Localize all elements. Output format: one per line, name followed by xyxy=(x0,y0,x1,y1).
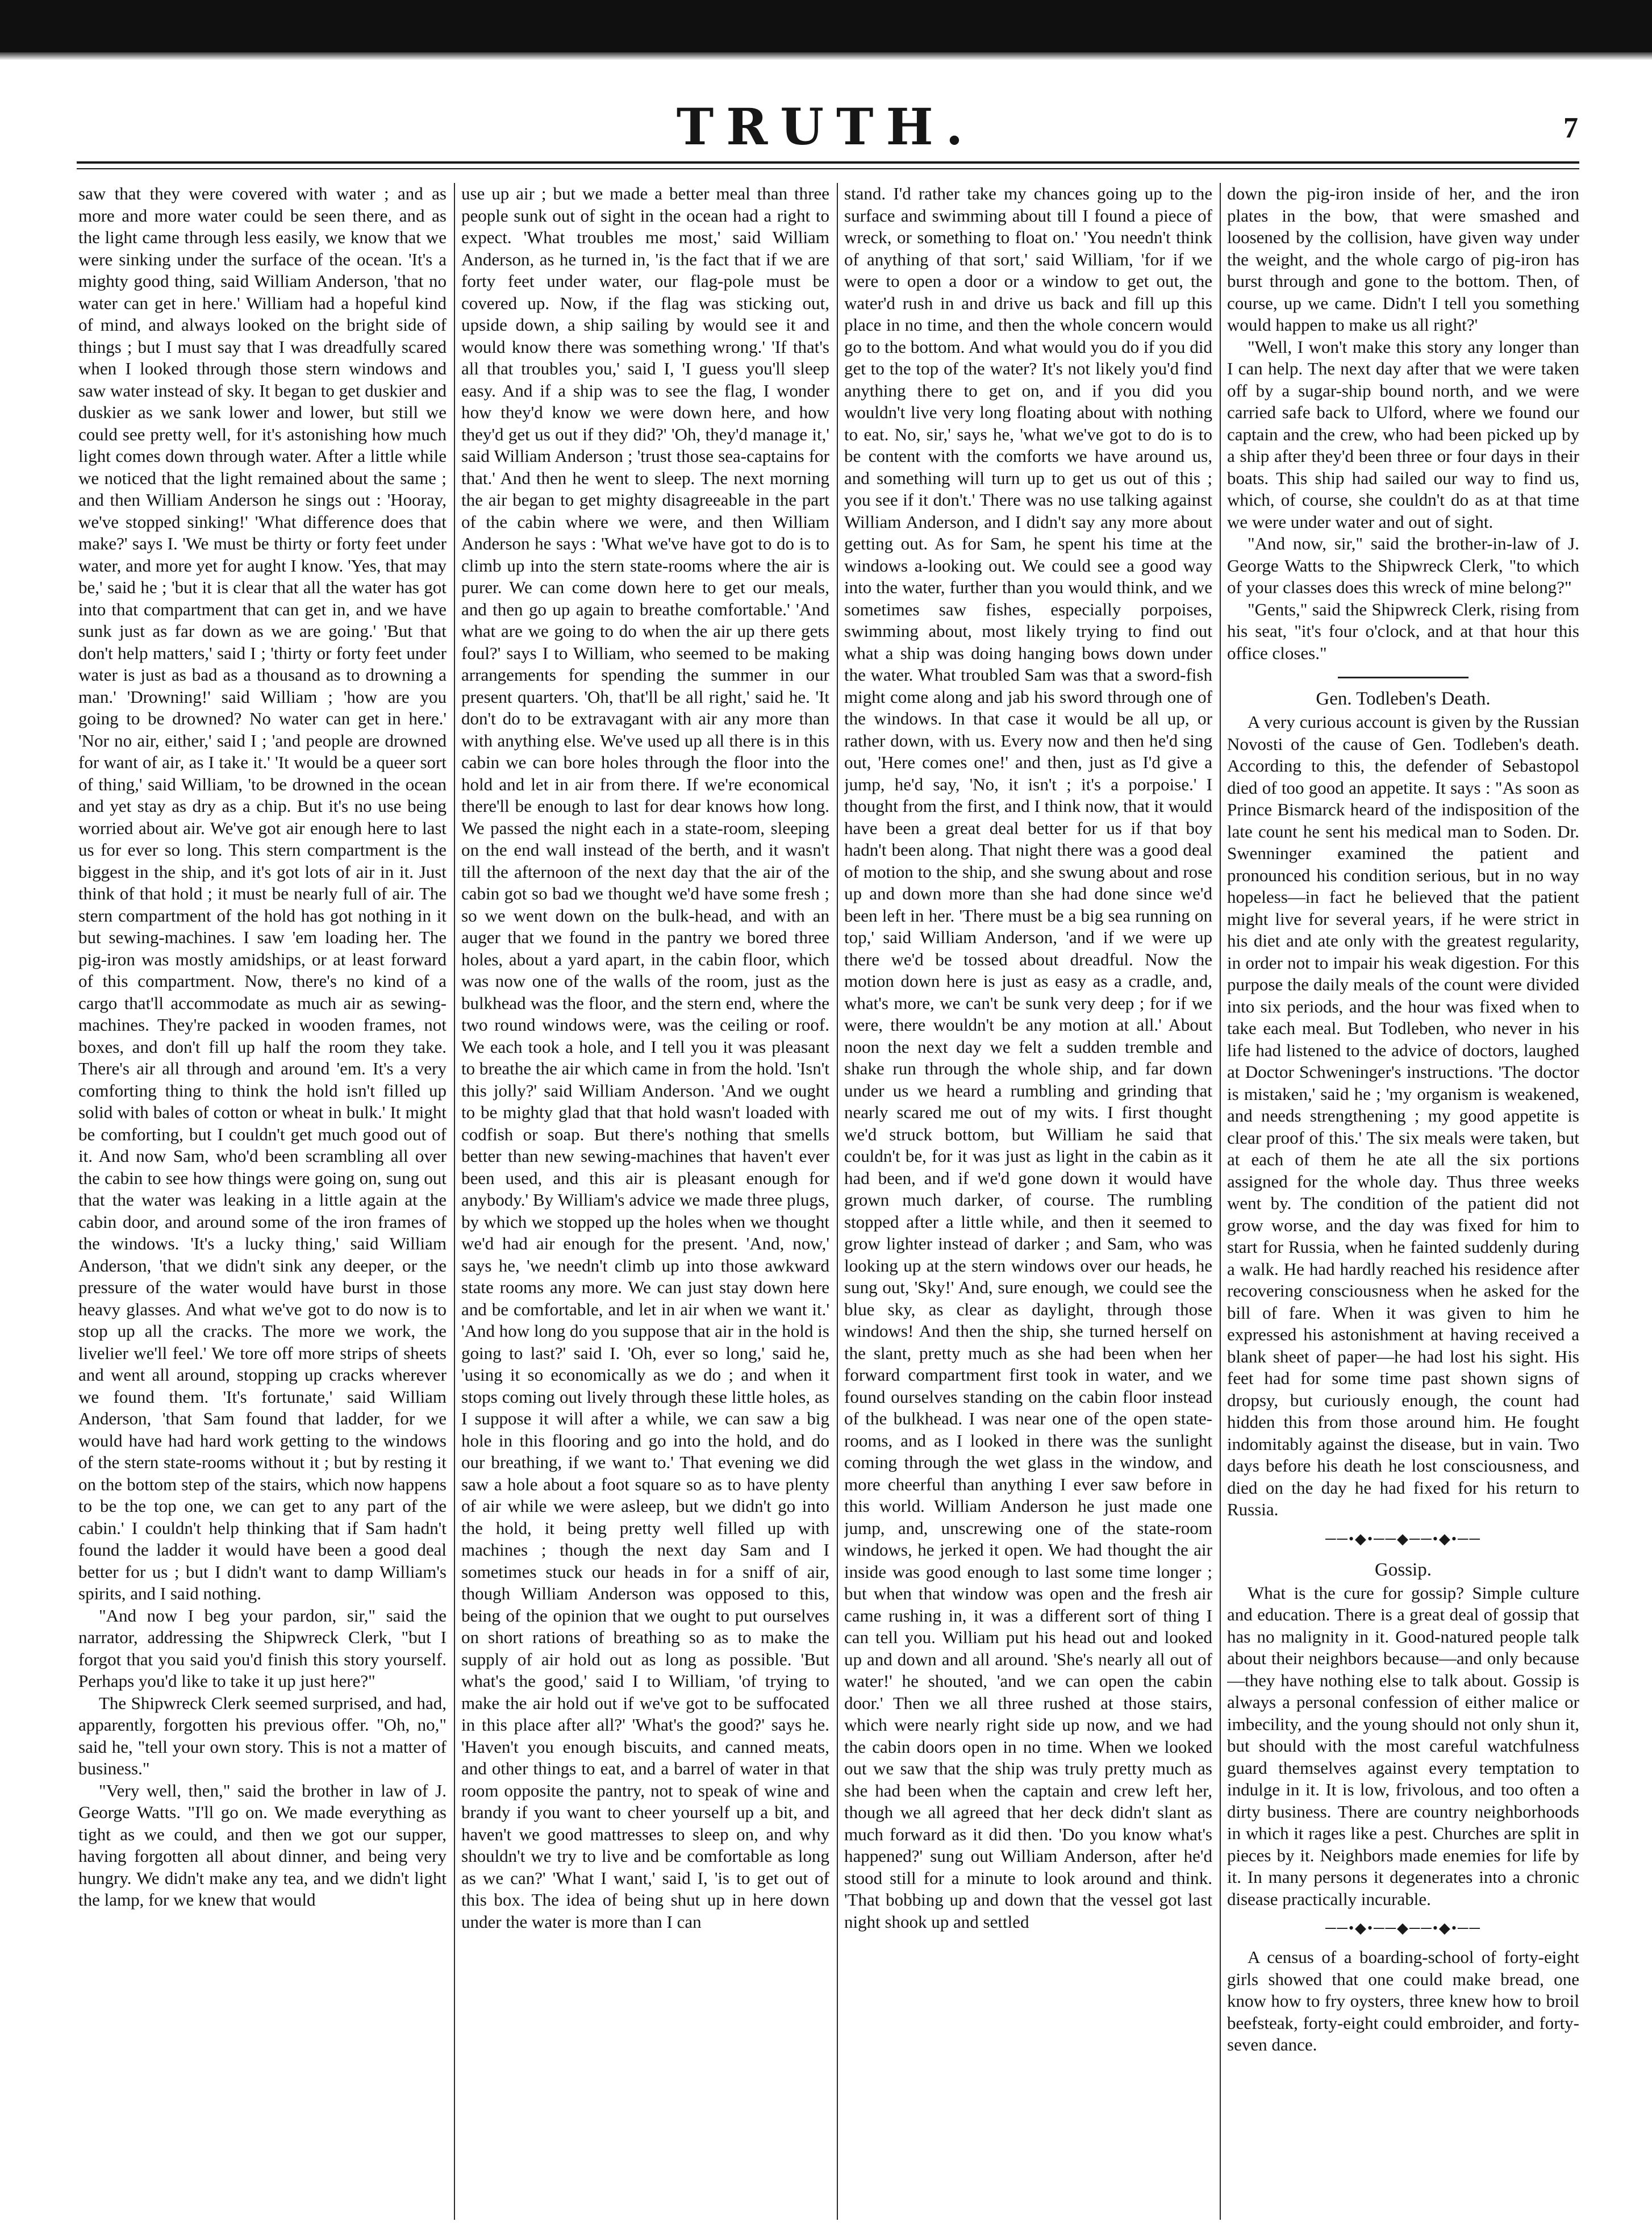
story-paragraph: "And now, sir," said the brother-in-law of J. George Watts to the Shipwreck Clerk, "to which of your classes does this wreck of mine belong?" xyxy=(1227,534,1579,597)
story-paragraph: use up air ; but we made a better meal than three people sunk out of sight in the ocean had a right to expect. 'What troubles me most,' said William Anderson, as he turned in, 'is the fact that if we are forty feet under water, our flag-pole must be covered up. Now, if the flag was sticking out, upside down, a ship sailing by would see it and would know there was something wrong.' 'If that's all that troubles you,' said I, 'I guess you'll sleep easy. And if a ship was to see the flag, I wonder how they'd know we were down here, and how they'd get us out if they did?' 'Oh, they'd manage it,' said William Anderson ; 'trust those sea-captains for that.' And then he went to sleep. The next morning the air began to get mighty disagreeable in the part of the cabin where we were, and then William Anderson he says : 'What we've have got to do is to climb up into the stern state-rooms where the air is purer. We can come down here to get our meals, and then go up again to breathe comfortable.' 'And what are we going to do when the air up there gets foul?' says I to William, who seemed to be making arrangements for spending the summer in our present quarters. 'Oh, that'll be all right,' said he. 'It don't do to be extravagant with air any more than with anything else. We've used up all there is in this cabin we can bore holes through the floor into the hold and let in air from there. If we're economical there'll be enough to last for dear knows how long. We passed the night each in a state-room, sleeping on the end wall instead of the berth, and it wasn't till the afternoon of the next day that the air of the cabin got so bad we thought we'd have some fresh ; so we went down on the bulk-head, and with an auger that we found in the pantry we bored three holes, about a yard apart, in the cabin floor, which was now one of the walls of the room, just as the bulkhead was the floor, and the stern end, where the two round windows were, was the ceiling or roof. We each took a hole, and I tell you it was pleasant to breathe the air which came in from the hold. 'Isn't this jolly?' said William Anderson. 'And we ought to be mighty glad that that hold wasn't loaded with codfish or soap. But there's nothing that smells better than new sewing-machines that haven't ever been used, and this air is pleasant enough for anybody.' By William's advice we made three plugs, by which we stopped up the holes when we thought we'd had air enough for the present. 'And, now,' says he, 'we needn't climb up into those awkward state rooms any more. We can just stay down here and be comfortable, and let in air when we want it.' 'And how long do you suppose that air in the hold is going to last?' said I. 'Oh, ever so long,' said he, 'using it so economically as we do ; and when it stops coming out lively through these little holes, as I suppose it will after a while, we can saw a big hole in this flooring and go into the hold, and do our breathing, if we want to.' That evening we did saw a hole about a foot square so as to have plenty of air while we were asleep, but we didn't go into the hold, it being pretty well filled up with machines ; though the next day Sam and I sometimes stuck our heads in for a sniff of air, though William Anderson was opposed to this, being of the opinion that we ought to put ourselves on short rations of breathing so as to make the supply of air hold out as long as possible. 'But what's the good,' said I to William, 'of trying to make the air hold out if we've got to be suffocated in this place after all?' 'What's the good?' says he. 'Haven't you enough biscuits, and canned meats, and other things to eat, and a barrel of water in that room opposite the pantry, not to speak of wine and brandy if you want to cheer yourself up a bit, and haven't we good mattresses to sleep on, and why shouldn't we try to live and be comfortable as long as we can?' 'What I want,' said I, 'is to get out of this box. The idea of being shut up in here down under the water is more than I can xyxy=(461,184,829,1932)
column-3 xyxy=(844,183,1212,2220)
gossip-headline: Gossip. xyxy=(1375,1559,1432,1580)
story-paragraph: down the pig-iron inside of her, and the iron plates in the bow, that were smashed and loosened by the collision, have given way under the weight, and the whole cargo of pig-iron has burst through and gone to the bottom. Then, of course, up we came. Didn't I tell you something would happen to make us all right?' xyxy=(1227,184,1579,335)
story-paragraph: stand. I'd rather take my chances going up to the surface and swimming about till I found a piece of wreck, or something to float on.' 'You needn't think of anything of that sort,' said William, 'for if we were to open a door or a window to get out, the water'd rush in and drive us back and fill up this place in no time, and then the whole concern would go to the bottom. And what would you do if you did get to the top of the water? It's not likely you'd find anything there to get on, and if you did you wouldn't live very long floating about with nothing to eat. No, sir,' says he, 'what we've got to do is to be content with the comforts we have around us, and something will turn up to get us out of this ; you see if it don't.' There was no use talking against William Anderson, and I didn't say any more about getting out. As for Sam, he spent his time at the windows a-looking out. We could see a good way into the water, further than you would think, and we sometimes saw fishes, especially porpoises, swimming about, most likely trying to find out what a ship was doing hanging bows down under the water. What troubled Sam was that a sword-fish might come along and jab his sword through one of the windows. In that case it would be all up, or rather down, with us. Every now and then he'd sing out, 'Here comes one!' and then, just as I'd give a jump, he'd say, 'No, it isn't ; it's a porpoise.' I thought from the first, and I think now, that it would have been a great deal better for us if that boy hadn't been along. That night there was a good deal of motion to the ship, and she swung about and rose up and down more than she had done since we'd been left in her. 'There must be a big sea running on top,' said William Anderson, 'and if we were up there we'd be tossed about dreadful. Now the motion down here is just as easy as a cradle, and, what's more, we can't be sunk very deep ; for if we were, there wouldn't be any motion at all.' About noon the next day we felt a sudden tremble and shake run through the whole ship, and far down under us we heard a rumbling and grinding that nearly scared me out of my wits. I first thought we'd struck bottom, but William he said that couldn't be, for it was just as light in the cabin as it had been, and if we'd gone down it would have grown much darker, of course. The rumbling stopped after a little while, and then it seemed to grow lighter instead of darker ; and Sam, who was looking up at the stern windows over our heads, he sung out, 'Sky!' And, sure enough, we could see the blue sky, as clear as daylight, through those windows! And then the ship, she turned herself on the slant, pretty much as she had been when her forward compartment first took in water, and we found ourselves standing on the cabin floor instead of the bulkhead. I was near one of the open state-rooms, and as I looked in there was the sunlight coming through the wet glass in the window, and more cheerful than anything I ever saw before in this world. William Anderson he just made one jump, and, unscrewing one of the state-room windows, he jerked it open. We had thought the air inside was good enough to last some time longer ; but when that window was open and the fresh air came rushing in, it was a different sort of thing I can tell you. William put his head out and looked up and down and all around. 'She's nearly all out of water!' he shouted, 'and we can open the cabin door.' Then we all three rushed at those stairs, which were nearly right side up now, and we had the cabin doors open in no time. When we looked out we saw that the ship was truly pretty much as she had been when the captain and crew left her, though we all agreed that her deck didn't slant as much forward as it did then. 'Do you know what's happened?' sung out William Anderson, after he'd stood still for a minute to look around and think. 'That bobbing up and down that the vessel got last night shook up and settled xyxy=(844,184,1212,1932)
masthead-title: TRUTH. xyxy=(676,97,976,156)
page-number: 7 xyxy=(1563,112,1578,144)
story-paragraph: "Well, I won't make this story any longer than I can help. The next day after that we were taken off by a sugar-ship bound north, and we were carried safe back to Ulford, where we found our captain and the crew, who had been picked up by a ship after they'd been three or four days in their boats. This ship had sailed our way to find us, which, of course, she couldn't do as at that time we were under water and out of sight. xyxy=(1227,336,1579,532)
story-paragraph: saw that they were covered with water ; and as more and more water could be seen there, and as the light came through less easily, we know that we were sinking under the surface of the ocean. 'It's a mighty good thing, said William Anderson, 'that no water can get in here.' William had a hopeful kind of mind, and always looked on the bright side of things ; but I must say that I was dreadfully scared when I looked through those stern windows and saw water instead of sky. It began to get duskier and duskier as we sank lower and lower, but still we could see pretty well, for it's astonishing how much light comes down through water. After a little while we noticed that the light remained about the same ; and then William Anderson he sings out : 'Hooray, we've stopped sinking!' 'What difference does that make?' says I. 'We must be thirty or forty feet under water, and more yet for aught I know. 'Yes, that may be,' said he ; 'but it is clear that all the water has got into that compartment that can get in, and we have sunk just as far down as we are going.' 'But that don't help matters,' said I ; 'thirty or forty feet under water is just as bad as a thousand as to drowning a man.' 'Drowning!' said William ; 'how are you going to be drowned? No water can get in here.' 'Nor no air, either,' said I ; 'and people are drowned for want of air, as I take it.' 'It would be a queer sort of thing,' said William, 'to be drowned in the ocean and yet stay as dry as a chip. But it's no use being worried about air. We've got air enough here to last us for ever so long. This stern compartment is the biggest in the ship, and it's got lots of air in it. Just think of that hold ; it must be nearly full of air. The stern compartment of the hold has got nothing in it but sewing-machines. I saw 'em loading her. The pig-iron was mostly amidships, or at least forward of this compartment. Now, there's no kind of a cargo that'll accommodate as much air as sewing-machines. They're packed in wooden frames, not boxes, and don't fill up half the room they take. There's air all through and around 'em. It's a very comforting thing to think the hold isn't filled up solid with bales of cotton or wheat in bulk.' It might be comforting, but I couldn't get much good out of it. And now Sam, who'd been scrambling all over the cabin to see how things were going on, sung out that the water was leaking in a little again at the cabin door, and around some of the iron frames of the windows. 'It's a lucky thing,' said William Anderson, 'that we didn't sink any deeper, or the pressure of the water would have burst in those heavy glasses. And what we've got to do now is to stop up all the cracks. The more we work, the livelier we'll feel.' We tore off more strips of sheets and went all around, stopping up cracks wherever we found them. 'It's fortunate,' said William Anderson, 'that Sam found that ladder, for we would have had hard work getting to the windows of the stern state-rooms without it ; but by resting it on the bottom step of the stairs, which now happens to be the top one, we can get to any part of the cabin.' I couldn't help thinking that if Sam hadn't found the ladder it would have been a good deal better for us ; but I didn't want to damp William's spirits, and I said nothing. xyxy=(78,184,447,1603)
column-rule-3 xyxy=(1220,183,1221,2220)
story-paragraph: "And now I beg your pardon, sir," said the narrator, addressing the Shipwreck Clerk, "but I forgot that you said you'd finish this story yourself. Perhaps you'd like to take it up just here?" xyxy=(78,1605,447,1691)
scan-top-edge xyxy=(0,52,1652,60)
story-paragraph: "Very well, then," said the brother in law of J. George Watts. "I'll go on. We made everything as tight as we could, and then we got our supper, having forgotten all about dinner, and being very hungry. We didn't make any tea, and we didn't light the lamp, for we knew that would xyxy=(78,1780,447,1910)
story-paragraph: The Shipwreck Clerk seemed surprised, and had, apparently, forgotten his previous offer. "Oh, no," said he, "tell your own story. This is not a matter of business." xyxy=(78,1693,447,1778)
story-paragraph: "Gents," said the Shipwreck Clerk, rising from his seat, "it's four o'clock, and at that hour this office closes." xyxy=(1227,599,1579,663)
todleben-headline: Gen. Todleben's Death. xyxy=(1316,689,1491,709)
column-2 xyxy=(461,183,829,2220)
column-1 xyxy=(78,183,447,2220)
census-article: A census of a boarding-school of forty-eight girls showed that one could make bread, one know how to fry oysters, three knew how to broil beefsteak, forty-eight could embroider, and forty-seven dance. xyxy=(1227,1947,1579,2054)
column-rule-1 xyxy=(454,183,455,2220)
ornament-divider: ──•◆•──◆──•◆•── xyxy=(1325,1920,1481,1936)
section-divider xyxy=(1338,677,1469,678)
column-rule-2 xyxy=(837,183,838,2220)
ornament-divider: ──•◆•──◆──•◆•── xyxy=(1325,1530,1481,1547)
masthead-rule-thin xyxy=(77,168,1579,169)
scan-top-band xyxy=(0,0,1652,52)
masthead-rule-thick xyxy=(77,161,1579,164)
column-4 xyxy=(1227,183,1579,2220)
gossip-article: What is the cure for gossip? Simple culture and education. There is a great deal of gossip that has no malignity in it. Good-natured people talk about their neighbors because—and only because—they have nothing else to talk about. Gossip is always a personal confession of either malice or imbecility, and the young should not only shun it, but should with the most careful watchfulness guard themselves against every temptation to indulge in it. It is low, frivolous, and too often a dirty business. There are country neighborhoods in which it rages like a pest. Churches are split in pieces by it. Neighbors made enemies for life by it. In many persons it degenerates into a chronic disease practically incurable. xyxy=(1227,1582,1579,1909)
todleben-article: A very curious account is given by the Russian Novosti of the cause of Gen. Todleben's death. According to this, the defender of Sebastopol died of too good an appetite. It says : "As soon as Prince Bismarck heard of the indisposition of the late count he sent his medical man to Soden. Dr. Swenninger examined the patient and pronounced his condition serious, but in no way hopeless—in fact he believed that the patient might live for several years, if he were strict in his diet and ate only with the greatest regularity, in order not to impair his weak digestion. For this purpose the daily meals of the count were divided into six periods, and the hour was fixed when to take each meal. But Todleben, who never in his life had listened to the advice of doctors, laughed at Doctor Schweninger's instructions. 'The doctor is mistaken,' said he ; 'my organism is weakened, and needs strengthening ; my good appetite is clear proof of this.' The six meals were taken, but at each of them he ate all the six portions assigned for the whole day. Thus three weeks went by. The condition of the patient did not grow worse, and the day was fixed for him to start for Russia, when he fainted suddenly during a walk. He had hardly reached his residence after recovering consciousness when he asked for the bill of fare. When it was given to him he expressed his astonishment at having received a blank sheet of paper—he had lost his sight. His feet had for some time past shown signs of dropsy, but curiously enough, the count had hidden this from those around him. He fought indomitably against the disease, but in vain. Two days before his death he lost consciousness, and died on the day he had fixed for his return to Russia. xyxy=(1227,712,1579,1519)
